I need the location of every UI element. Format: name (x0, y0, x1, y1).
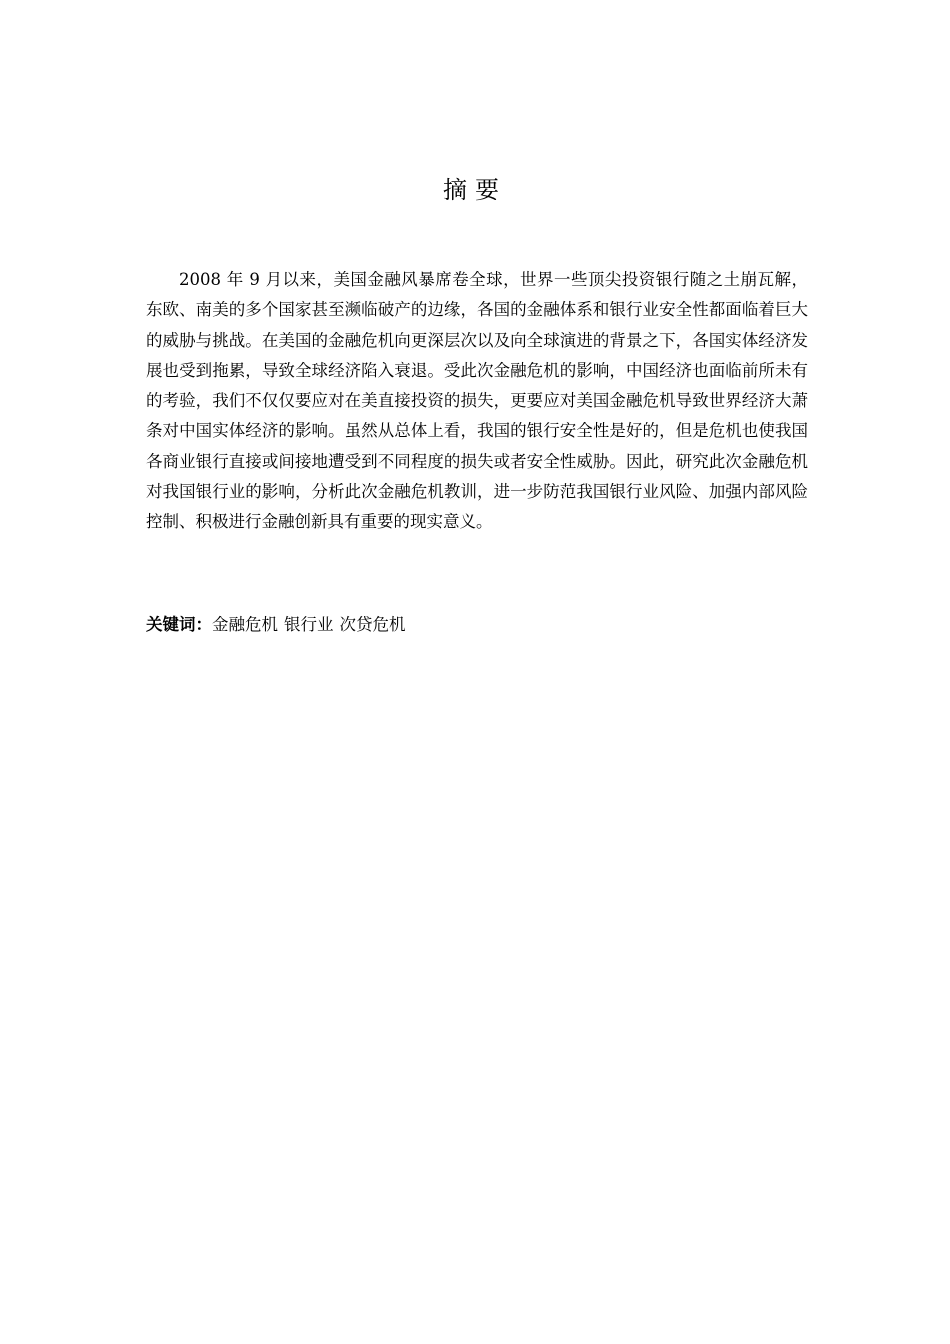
keyword-banking-industry: 银行业 (284, 615, 334, 634)
abstract-title: 摘要 (443, 176, 507, 204)
abstract-paragraph: 2008 年 9 月以来，美国金融风暴席卷全球，世界一些顶尖投资银行随之土崩瓦解，东欧、南美的多个国家甚至濒临破产的边缘，各国的金融体系和银行业安全性都面临着巨大的威胁与挑战。在美国的金融危机向更深层次以及向全球演进的背景之下，各国实体经济发展也受到拖累，导致全球经济陷入衰退。受此次金融危机的影响，中国经济也面临前所未有的考验，我们不仅仅要应对在美直接投资的损失，更要应对美国金融危机导致世界经济大萧条对中国实体经济的影响。虽然从总体上看，我国的银行安全性是好的，但是危机也使我国各商业银行直接或间接地遭受到不同程度的损失或者安全性威胁。因此，研究此次金融危机对我国银行业的影响，分析此次金融危机教训，进一步防范我国银行业风险、加强内部风险控制、积极进行金融创新具有重要的现实意义。 (146, 270, 808, 532)
keyword-financial-crisis: 金融危机 (212, 615, 278, 634)
keywords-line (146, 610, 808, 640)
keyword-subprime-crisis: 次贷危机 (339, 615, 406, 634)
keywords-label: 关键词： (146, 615, 212, 634)
